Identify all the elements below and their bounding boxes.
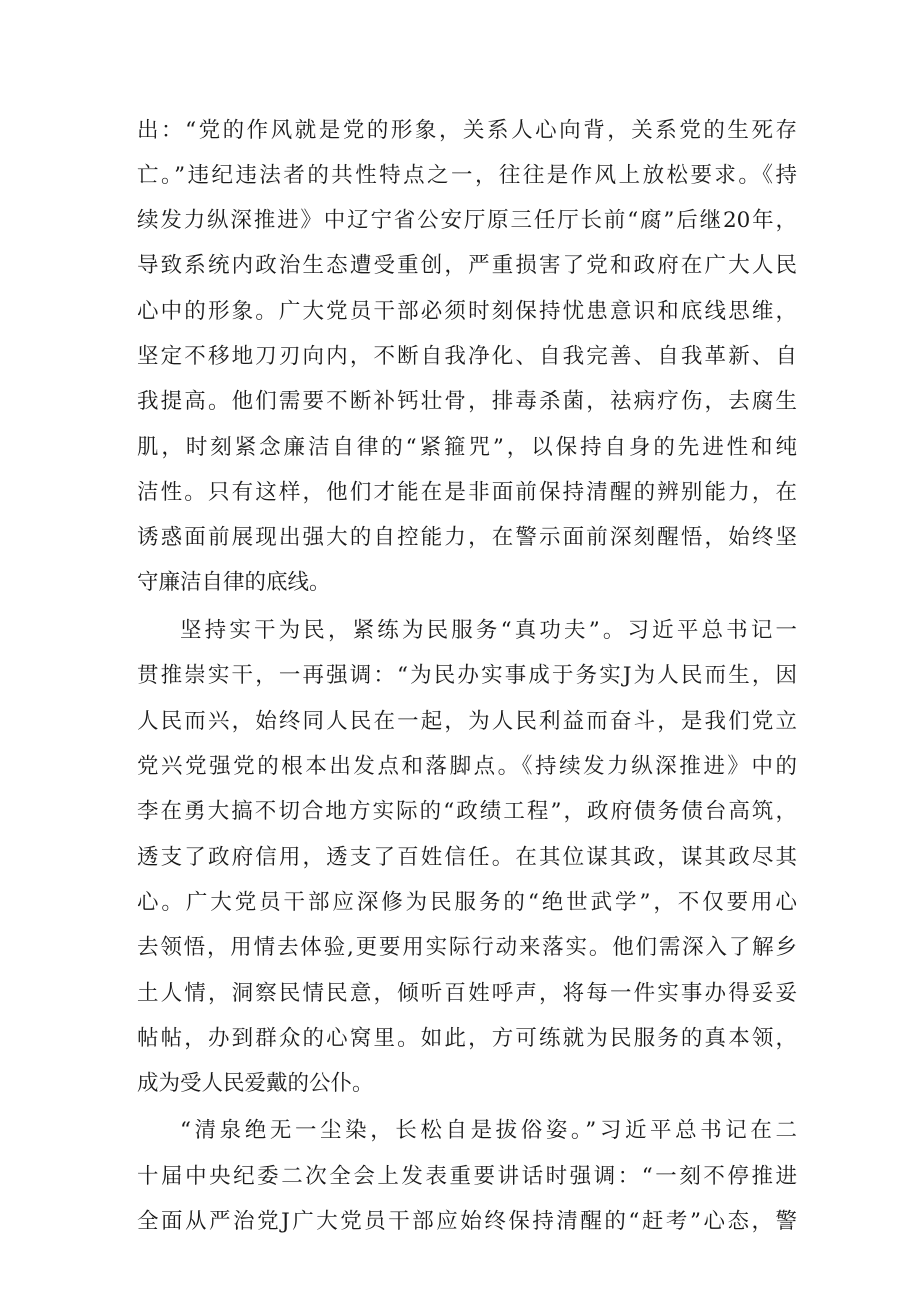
paragraph-2-line-2: 贯推崇实干，一再强调：“为民办实事成于务实J为人民而生，因 [137, 663, 797, 688]
paragraph-1-line-8: 肌，时刻紧念廉洁自律的“紧箍咒”，以保持自身的先进性和纯 [137, 435, 797, 460]
paragraph-2-line-1: 坚持实干为民，紧练为民服务“真功夫”。习近平总书记一 [180, 618, 797, 643]
paragraph-2-line-8: 去领悟，用情去体验,更要用实际行动来落实。他们需深入了解乡 [137, 935, 797, 960]
paragraph-3-line-2: 十届中央纪委二次全会上发表重要讲话时强调：“一刻不停推进 [137, 1164, 797, 1189]
paragraph-1-line-7: 我提高。他们需要不断补钙壮骨，排毒杀菌，祛病疗伤，去腐生 [137, 389, 797, 414]
paragraph-1-line-4: 导致系统内政治生态遭受重创，严重损害了党和政府在广大人民 [137, 253, 797, 278]
paragraph-1-line-11: 守廉洁自律的底线。 [137, 570, 331, 595]
paragraph-2-line-7: 心。广大党员干部应深修为民服务的“绝世武学”，不仅要用心 [137, 890, 797, 915]
paragraph-1-line-3: 续发力纵深推进》中辽宁省公安厅原三任厅长前“腐”后继20年， [137, 208, 797, 233]
paragraph-2-line-4: 党兴党强党的根本出发点和落脚点。《持续发力纵深推进》中的 [137, 754, 797, 779]
paragraph-1-line-5: 心中的形象。广大党员干部必须时刻保持忧患意识和底线思维， [137, 299, 797, 324]
paragraph-3-line-3: 全面从严治党J广大党员干部应始终保持清醒的“赶考”心态，警 [137, 1209, 797, 1234]
paragraph-2-line-3: 人民而兴，始终同人民在一起，为人民利益而奋斗，是我们党立 [137, 709, 797, 734]
paragraph-1-line-6: 坚定不移地刀刃向内，不断自我净化、自我完善、自我革新、自 [137, 344, 797, 369]
paragraph-1-line-10: 诱惑面前展现出强大的自控能力，在警示面前深刻醒悟，始终坚 [137, 525, 797, 550]
paragraph-1-line-9: 洁性。只有这样，他们才能在是非面前保持清醒的辨别能力，在 [137, 480, 797, 505]
paragraph-2-line-9: 土人情，洞察民情民意，倾听百姓呼声，将每一件实事办得妥妥 [137, 981, 797, 1006]
paragraph-3-line-1: “清泉绝无一尘染，长松自是拔俗姿。”习近平总书记在二 [180, 1118, 797, 1143]
paragraph-2-line-5: 李在勇大搞不切合地方实际的“政绩工程”，政府债务债台高筑， [137, 799, 797, 824]
paragraph-2-line-10: 帖帖，办到群众的心窝里。如此，方可练就为民服务的真本领， [137, 1026, 797, 1051]
paragraph-1-line-2: 亡。”违纪违法者的共性特点之一，往往是作风上放松要求。《持 [137, 163, 797, 188]
paragraph-1-line-1: 出：“党的作风就是党的形象，关系人心向背，关系党的生死存 [137, 118, 797, 143]
paragraph-2-line-6: 透支了政府信用，透支了百姓信任。在其位谋其政，谋其政尽其 [137, 845, 797, 870]
paragraph-2-line-11: 成为受人民爱戴的公仆。 [137, 1071, 374, 1096]
